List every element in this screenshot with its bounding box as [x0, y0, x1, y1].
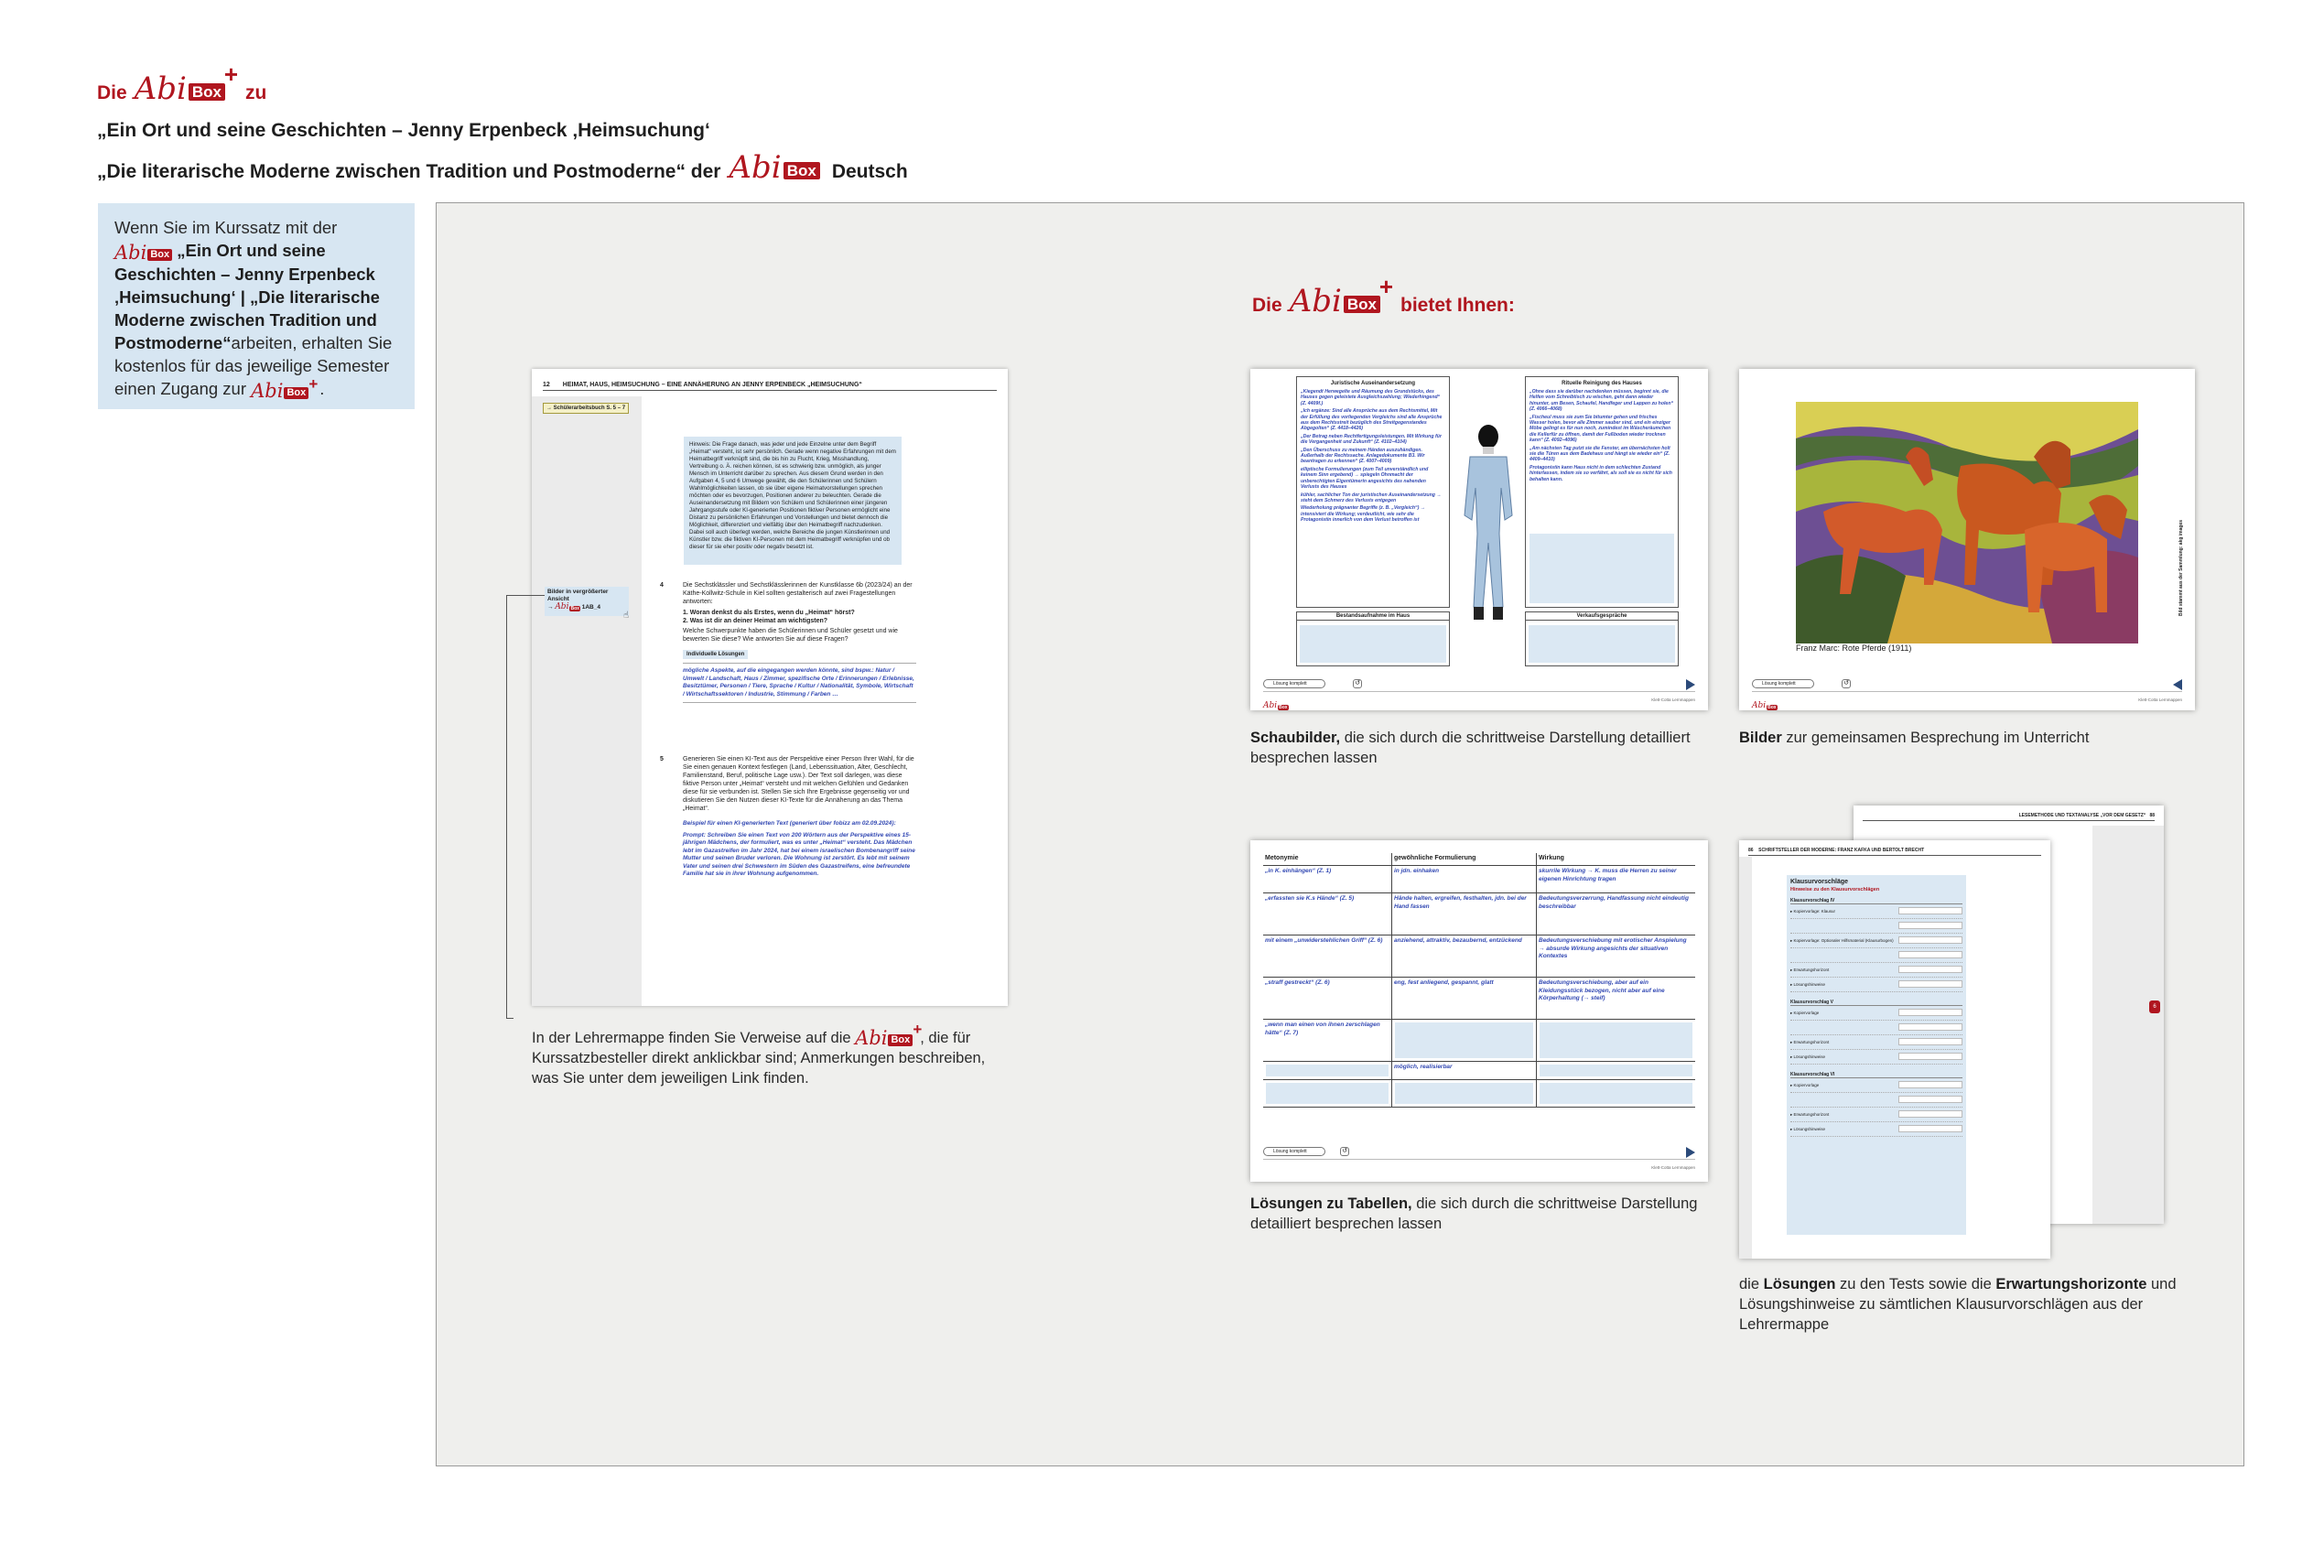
loesungen-back-page: LESEMETHODE UND TEXTANALYSE „VOR DEM GESETZ“ 88 6 — [1854, 806, 2164, 1224]
table-row: „in K. einhängen“ (Z. 1) in jdn. einhaken skurrile Wirkung → K. muss die Herren zu seiner eigenen Hinrichtung tragen — [1263, 866, 1695, 893]
table-row: mit einem „unwiderstehlichen Griff“ (Z. 6) anziehend, attraktiv, bezaubernd, entzückend Bedeutungsverschiebung mit erotischer Anspielung → absurde Wirkung angesichts der situativen Kontextes — [1263, 935, 1695, 978]
abibox-plus-logo: Abi Box + — [251, 375, 319, 402]
bild-card — [1739, 369, 2195, 710]
table-row — [1263, 1080, 1695, 1108]
header-line-2: „Ein Ort und seine Geschichten – Jenny Erpenbeck ‚Heimsuchung‘ — [97, 120, 710, 141]
exam-proposals-list: Klausurvorschläge Hinweise zu den Klausurvorschlägen Klausurvorschlag IV ▸ Kopiervorlage: Klausur ▸ Kopiervorlage: Optionaler Hilfsmaterial (Klausurbogen) ▸ Erwartungshorizont ▸ Lösungshinweise Klausurvorschlag V ▸ Kopiervorlage ▸ Erwartungshorizont ▸ Lösungshinweise Klausurvorschlag VI ▸ Kopiervorlage ▸ Erwartungshorizont ▸ Lösungshinweise — [1787, 875, 1966, 1235]
red-tab-marker[interactable]: 6 — [2149, 1000, 2160, 1013]
sidebox-text-1: Wenn Sie im Kurssatz mit der — [114, 218, 338, 237]
card-footer-text: Klett-Cotta Lernmappen — [2138, 697, 2182, 702]
margin-link-images[interactable]: Bilder in vergrößerter Ansicht → Abi Box 1AB_4 — [545, 587, 629, 616]
right-title: Die Abi Box + bietet Ihnen: — [1252, 273, 1515, 319]
connector-line-vertical — [506, 595, 507, 1019]
table-row: möglich, realisierbar — [1263, 1062, 1695, 1080]
step-controls — [1752, 679, 2182, 692]
book-caption: In der Lehrermappe finden Sie Verweise auf die Abi Box + , die für Kurssatzbesteller direkt anklickbar sind; Anmerkungen beschreiben, was Sie unter dem jeweiligen Link finden. — [532, 1021, 986, 1087]
teacher-note: Hinweis: Die Frage danach, was jeder und jede Einzelne unter dem Begriff „Heimat“ versteht, ist sehr persönlich. Gerade wenn negative Erfahrungen mit dem Heimatbegriff verknüpft sind, die bis hin zu Flucht, Krieg, Misshandlung, Vertreibung o. Ä. reichen können, ist es schwierig bzw. unmöglich, als junger Mensch im Unterricht darüber zu sprechen. Aus diesem Grund werden in den Aufgaben 4, 5 und 6 Umwege gewählt, die den Schülerinnen und Schülern Wahlmöglichkeiten lassen, ob sie über eigene Heimatvorstellungen sprechen möchten oder es bevorzugen, Positionen anderer zu beleuchten. Gerade die Auseinandersetzung mit Bildern von Schülern und Schülerinnen einer jüngeren Jahrgangsstufe oder KI-generierten Positionen fiktiver Personen ermöglicht eine Distanz zu persönlichen Erfahrungen und Vorstellungen und bietet dennoch die Möglichkeit, differenziert und vielfältig über den Heimatbegriff nachzudenken. Dabei soll auch überlegt werden, welche Bereiche die jungen Künstlerinnen und Künstler bzw. die fiktiven KI-Personen mit dem Heimatbegriff verknüpfen und ob dieser für sie eher positiv oder negativ besetzt ist. — [684, 437, 902, 565]
painting-side-credit: Bild stammt aus der Sammlung: akg images — [2178, 519, 2184, 616]
table-row: „erfassten sie K.s Hände“ (Z. 5) Hände halten, ergreifen, festhalten, jdn. bei der Hand fassen Bedeutungsverzerrung, Handfassung nicht eindeutig beschreibbar — [1263, 893, 1695, 935]
schaubild-caption: Schaubilder, die sich durch die schrittweise Darstellung detailliert besprechen lassen — [1250, 730, 1691, 766]
next-step-icon[interactable] — [1686, 1147, 1695, 1158]
abibox-plus-logo: Abi Box + — [134, 60, 239, 107]
bottom-right-box: Verkaufsgespräche — [1525, 611, 1679, 666]
painting-image — [1796, 402, 2138, 643]
abibox-plus-logo: Abi Box + — [855, 1021, 923, 1049]
loesungen-front-page: 86 SCHRIFTSTELLER DER MODERNE: FRANZ KAFKA UND BERTOLT BRECHT Klausurvorschläge Hinweise zu den Klausurvorschlägen Klausurvorschlag IV ▸ Kopiervorlage: Klausur ▸ Kopiervorlage: Optionaler Hilfsmaterial (Klausurbogen) ▸ Erwartungshorizont ▸ Lösungshinweise Klausurvorschlag V ▸ Kopiervorlage ▸ Erwartungshorizont ▸ Lösungshinweise Klausurvorschlag VI ▸ Kopiervorlage ▸ Erwartungshorizont ▸ Lösungshinweise — [1739, 840, 2050, 1259]
abibox-logo: Abi Box — [729, 152, 819, 183]
header-deutsch: Deutsch — [831, 161, 908, 182]
tabelle-caption: Lösungen zu Tabellen, die sich durch die schrittweise Darstellung detailliert besprechen lassen — [1250, 1195, 1698, 1232]
header-zu: zu — [245, 82, 267, 103]
connector-line-end — [506, 1018, 513, 1019]
reset-icon[interactable]: ↺ — [1340, 1147, 1349, 1156]
card-footer-logo: Abi Box — [1752, 701, 1777, 710]
abibox-mini-logo: Abi Box — [555, 602, 579, 611]
page-header-bar — [543, 382, 997, 391]
complete-solution-button[interactable]: Lösung komplett — [1263, 1147, 1325, 1156]
table-row: „wenn man einen von ihnen zerschlagen hätte“ (Z. 7) — [1263, 1020, 1695, 1062]
complete-solution-button[interactable]: Lösung komplett — [1263, 679, 1325, 688]
step-controls — [1263, 679, 1695, 692]
person-figure — [1454, 424, 1523, 634]
cursor-hand-icon: ☝ — [623, 611, 630, 621]
card-footer-text: Klett-Cotta Lernmappen — [1651, 1165, 1695, 1170]
page-margin-column — [532, 396, 642, 1006]
task-5: 5 Generieren Sie einen KI-Text aus der Perspektive einer Person Ihrer Wahl, für die Sie einen genauen Kontext festlegen (Land, Lebenssituation, Alter, Geschlecht, Familienstand, Beruf, politische Lage usw.). Der Text soll darlegen, was diese fiktive Person unter „Heimat“ versteht und mit welchen Gefühlen und Gedanken diese für sie verbunden ist. Stellen Sie sich Ihre Ergebnisse gegenseitig vor und diskutieren Sie den Nutzen dieser KI-Texte für die Annäherung an das Thema „Heimat“. Beispiel für einen KI-generierten Text (generiert über fobizz am 02.09.2024): Prompt: Schreiben Sie einen Text von 200 Wörtern aus der Perspektive eines 15-jährigen Mädchens, der formuliert, was es unter „Heimat“ versteht. Das Mädchen lebt im Gazastreifen im Jahr 2024, hat bei einem israelischen Bombenangriff seine Mutter und seinen Bruder verloren. Die Wohnung ist zerstört. Es lebt mit seinem Vater und seinen drei Schwestern im Süden des Gazastreifens, eine befreundete Familie hat sie in ihrer Wohnung aufgenommen. — [660, 756, 915, 877]
page-number: 12 — [543, 382, 550, 388]
header-line-1 — [97, 60, 267, 107]
card-footer-logo: Abi Box — [1263, 701, 1288, 710]
tabelle-card — [1250, 840, 1708, 1182]
loesungen-caption: die Lösungen zu den Tests sowie die Erwartungshorizonte und Lösungshinweise zu sämtlichen Klausurvorschlägen aus der Lehrermappe — [1739, 1276, 2177, 1333]
header-die: Die — [97, 82, 127, 103]
header-line-3 — [97, 149, 908, 186]
sidebox-text-end: . — [319, 379, 325, 398]
reset-icon[interactable]: ↺ — [1842, 679, 1851, 688]
task-4: 4 Die Sechstklässler und Sechstklässlerinnen der Kunstklasse 6b (2023/24) an der Käthe-Kollwitz-Schule in Kiel sollten gestalterisch auf zwei Fragestellungen antworten: 1. Woran denkst du als Erstes, wenn du „Heimat“ hörst? 2. Was ist dir an deiner Heimat am wichtigsten? Welche Schwerpunkte haben die Schülerinnen und Schüler gesetzt und wie bewerten Sie diese? Wie antworten Sie auf diese Fragen? Individuelle Lösungen mögliche Aspekte, auf die eingegangen werden könnte, sind bspw.: Natur / Umwelt / Landschaft, Haus / Zimmer, spezifische Orte / Erinnerungen / Erlebnisse, Besitztümer, Personen / Tiere, Sprache / Kultur / Nationalität, Symbole, Wirtschaft / Wirtschaftssektoren / Industrie, Stimmung / Farben … — [660, 581, 916, 703]
schaubild-left-box: Juristische Auseinandersetzung „Kiegendt Herwegelte und Räumung des Grundstücks, des Hauses gegen geleistete Ausgleichszahlung; Wiederhingend“ (Z. 4409f.) „Ich ergänze: Sind alle Ansprüche aus dem Rechtsmittel, Mit der Erfüllung des vorliegenden Vergleichs sind alle Ansprüche aus dem Rechtsstreit bezüglich des Streitgegenstandes Abgegolten“ (Z. 4418–4426) „Der Betrag neben Rechtfertigungsleistungen. Mit Wirkung für die Vergangenheit und Zukunft“ (Z. 4102–4104) „Den Überschuss zu meinem Händen auszuhändigen. Außerhalb der Rechtssache. Anlagedokumente B3. Wir beantragen zu erkennen“ (Z. 4007–4009) elliptische Formulierungen (zum Teil unverständlich und keinem Sinn ergebend) → spiegeln Ohnmacht der unberechtigten Eigentümerin angesichts des nahenden Verlusts des Hauses kühler, sachlicher Ton der juristischen Auseinandersetzung → steht dem Schmerz des Verlusts entgegen Wiederholung prägnanter Begriffe (z. B. „Vergleich“) → intensiviert die Wirkung; verdeutlicht, wie sehr die Protagonistin innerlich von dem Verlust betroffen ist — [1296, 376, 1450, 608]
sidebox-title: „Ein Ort und seine Geschichten – Jenny Erpenbeck ‚Heimsuchung‘ | „Die literarische Moderne zwischen Tradition und Postmoderne“ — [114, 241, 380, 352]
table-row: „straff gestreckt“ (Z. 6) eng, fest anliegend, gespannt, glatt Bedeutungsverschiebung, aber auf ein Kleidungsstück bezogen, nicht aber auf eine Körperhaltung (→ steif) — [1263, 978, 1695, 1020]
header-line-3-text: „Die literarische Moderne zwischen Tradition und Postmoderne“ der — [97, 161, 721, 182]
schaubild-right-box: Rituelle Reinigung des Hauses „Ohne dass sie darüber nachdenken müssen, beginnt sie, die Helfen vom Schreibtisch zu wischen, geht dann wieder hinunter, um Besen, Schaufel, Handfeger und Lappen zu holen“ (Z. 4066–4068) „Fischeul muss sie zum Sie bitumter gehen und frisches Wasser holen, bevor alle Zimmer sauber sind, und ein einziger Möbe gelingt es für nun noch, zumindest im Wäscheräumchen die Kellerfür zu öffnen, damit der Fußboden wieder trocknen kann“ (Z. 4092–4096) „Am nächsten Tag putzt sie die Fenster, am übernächsten holt sie die Türen aus dem Badehaus und hängt sie wieder ein“ (Z. 4409–4410) Protagonistin kann Haus nicht in dem schlechten Zustand hinterlassen, indem sie so verfährt, als soll sie es nicht für sich behalten kann. — [1525, 376, 1679, 608]
bottom-left-box: Bestandsaufnahme im Haus — [1296, 611, 1450, 666]
step-controls — [1263, 1147, 1695, 1160]
running-head: HEIMAT, HAUS, HEIMSUCHUNG – EINE ANNÄHERUNG AN JENNY ERPENBECK „HEIMSUCHUNG“ — [562, 382, 862, 388]
next-step-icon[interactable] — [1686, 679, 1695, 690]
card-footer-text: Klett-Cotta Lernmappen — [1651, 697, 1695, 702]
abibox-plus-logo: Abi Box + — [1289, 273, 1394, 319]
workbook-reference-tag: → Schülerarbeitsbuch S. 5 – 7 — [543, 403, 629, 414]
schaubild-card — [1250, 369, 1708, 710]
sidebox-text-2: arbeiten, erhalten Sie kostenlos für das jeweilige Semester einen Zugang zur — [114, 333, 393, 398]
solution-table: Metonymie gewöhnliche Formulierung Wirkung „in K. einhängen“ (Z. 1) in jdn. einhaken skurrile Wirkung → K. muss die Herren zu seiner eigenen Hinrichtung tragen „erfassten sie K.s Hände“ (Z. 5) Hände halten, ergreifen, festhalten, jdn. bei der Hand fassen Bedeutungsverzerrung, Handfassung nicht eindeutig beschreibbar mit einem „unwiderstehlichen Griff“ (Z. 6) anziehend, attraktiv, bezaubernd, entzückend Bedeutungsverschiebung mit erotischer Anspielung → absurde Wirkung angesichts der situativen Kontextes „straff gestreckt“ (Z. 6) eng, fest anliegend, gespannt, glatt Bedeutungsverschiebung, aber auf ein Kleidungsstück bezogen, nicht aber auf eine Körperhaltung (→ steif) „wenn man einen von ihnen zerschlagen hätte“ (Z. 7) möglich, realisierbar — [1263, 853, 1695, 1108]
reset-icon[interactable]: ↺ — [1353, 679, 1362, 688]
complete-solution-button[interactable]: Lösung komplett — [1752, 679, 1814, 688]
individual-solutions-badge: Individuelle Lösungen — [683, 650, 748, 659]
bild-caption: Bilder zur gemeinsamen Besprechung im Unterricht — [1739, 730, 2090, 746]
book-page-preview — [532, 369, 1008, 1006]
connector-line — [506, 595, 545, 596]
info-sidebox — [98, 203, 415, 409]
prev-step-icon[interactable] — [2173, 679, 2182, 690]
abibox-logo: Abi Box — [114, 243, 172, 263]
painting-caption: Franz Marc: Rote Pferde (1911) — [1796, 643, 1912, 653]
